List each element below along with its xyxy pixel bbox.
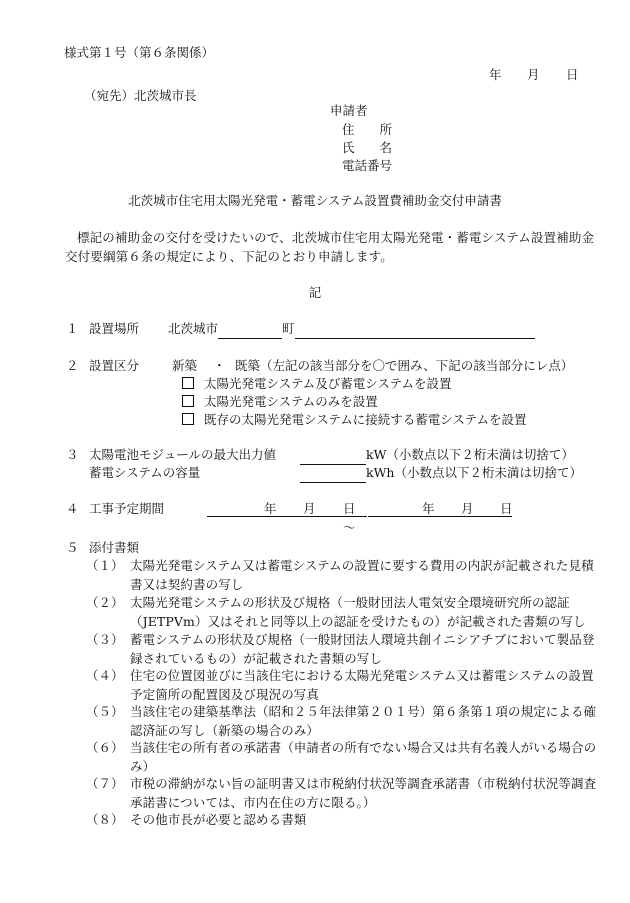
attachment-number: （３） xyxy=(86,632,124,647)
attachment-text: 市税の滞納がない旨の証明書又は市税納付状況等調査承諾書（市税納付状況等調査承諾書については、市内在住の方に限る。） xyxy=(130,776,597,810)
checkbox-icon[interactable] xyxy=(182,377,194,389)
applicant-header: 申請者 xyxy=(330,103,368,118)
item1-number: １ xyxy=(66,321,79,336)
item3-number: ３ xyxy=(66,447,79,462)
end-date-line[interactable] xyxy=(368,500,512,517)
item1-location-row xyxy=(168,320,535,339)
pv-output-label: 太陽電池モジュールの最大出力値 xyxy=(89,447,277,462)
attachment-text: 蓄電システムの形状及び規格（一般財団法人環境共創イニシアチブにおいて製品登録されているもの）が記載された書類の写し xyxy=(130,632,595,666)
applicant-phone-label: 電話番号 xyxy=(342,158,393,173)
attachment-number: （４） xyxy=(86,668,124,683)
attachment-text: 住宅の位置図並びに当該住宅における太陽光発電システム又は蓄電システムの設置予定箇所の配置図及び現況の写真 xyxy=(130,668,594,702)
end-year: 年 xyxy=(422,501,435,516)
new-build-option[interactable]: 新築 xyxy=(172,358,198,373)
end-month: 月 xyxy=(461,501,474,516)
ki-heading: 記 xyxy=(308,285,322,300)
start-month: 月 xyxy=(303,501,316,516)
attachment-number: （８） xyxy=(86,812,124,827)
address-input-line[interactable] xyxy=(295,324,535,339)
option-label: 太陽光発電システムのみを設置 xyxy=(204,394,378,409)
attachment-number: （１） xyxy=(86,558,124,573)
date-year-label: 年 xyxy=(489,67,502,82)
separator-dot: ・ xyxy=(213,358,226,373)
page-title: 北茨城市住宅用太陽光発電・蓄電システム設置費補助金交付申請書 xyxy=(128,193,502,208)
town-input-line[interactable] xyxy=(218,324,282,339)
item1-city: 北茨城市 xyxy=(168,321,219,336)
battery-capacity-row xyxy=(300,464,582,483)
pv-output-unit: kW（小数点以下２桁未満は切捨て） xyxy=(366,447,574,462)
option-label: 既存の太陽光発電システムに接続する蓄電システムを設置 xyxy=(204,412,527,427)
attachment-number: （６） xyxy=(86,740,124,755)
intro-paragraph: 標記の補助金の交付を受けたいので、北茨城市住宅用太陽光発電・蓄電システム設置補助金交付要綱第６条の規定により、下記のとおり申請します。 xyxy=(65,230,595,264)
item5-number: ５ xyxy=(66,540,79,555)
item5-label: 添付書類 xyxy=(89,540,140,555)
battery-capacity-input-line[interactable] xyxy=(300,468,366,483)
option-pv-and-battery[interactable] xyxy=(182,375,452,394)
pv-output-row xyxy=(300,446,574,465)
pv-output-input-line[interactable] xyxy=(300,450,366,465)
start-day: 日～ xyxy=(343,501,356,535)
applicant-name-label: 氏 名 xyxy=(342,140,393,155)
existing-build-option[interactable]: 既築（左記の該当部分を〇で囲み、下記の該当部分にレ点） xyxy=(235,358,574,373)
battery-capacity-unit: kWh（小数点以下２桁未満は切捨て） xyxy=(366,465,582,480)
item1-town: 町 xyxy=(282,321,295,336)
end-day: 日 xyxy=(500,501,513,516)
checkbox-icon[interactable] xyxy=(182,413,194,425)
applicant-address-label: 住 所 xyxy=(342,122,393,137)
attachment-number: （７） xyxy=(86,776,124,791)
addressee: （宛先）北茨城市長 xyxy=(84,88,197,103)
form-number: 様式第１号（第６条関係） xyxy=(64,45,215,60)
date-day-label: 日 xyxy=(566,67,579,82)
item4-number: ４ xyxy=(66,501,79,516)
checkbox-icon[interactable] xyxy=(182,395,194,407)
option-label: 太陽光発電システム及び蓄電システムを設置 xyxy=(204,376,452,391)
option-battery-existing-pv[interactable] xyxy=(182,411,527,430)
item1-label: 設置場所 xyxy=(89,321,140,336)
item4-label: 工事予定期間 xyxy=(89,501,165,516)
attachment-text: 当該住宅の所有者の承諾書（申請者の所有でない場合又は共有名義人がいる場合のみ） xyxy=(130,740,597,774)
date-month-label: 月 xyxy=(527,67,540,82)
item2-number: ２ xyxy=(66,358,79,373)
attachment-text: 当該住宅の建築基準法（昭和２５年法律第２０１号）第６条第１項の規定による確認済証の写し（新築の場合のみ） xyxy=(130,704,597,738)
attachment-text: その他市長が必要と認める書類 xyxy=(130,812,307,827)
start-year: 年 xyxy=(264,501,277,516)
attachment-text: 太陽光発電システムの形状及び規格（一般財団法人電気安全環境研究所の認証（JETPVm）又はそれと同等以上の認証を受けたもの）が記載された書類の写し xyxy=(130,595,586,629)
attachment-number: （２） xyxy=(86,595,124,610)
item2-label: 設置区分 xyxy=(89,358,140,373)
start-date-line[interactable] xyxy=(207,500,367,535)
battery-capacity-label: 蓄電システムの容量 xyxy=(89,465,201,480)
attachment-text: 太陽光発電システム又は蓄電システムの設置に要する費用の内訳が記載された見積書又は契約書の写し xyxy=(130,558,594,592)
option-pv-only[interactable] xyxy=(182,393,378,412)
attachment-number: （５） xyxy=(86,704,124,719)
